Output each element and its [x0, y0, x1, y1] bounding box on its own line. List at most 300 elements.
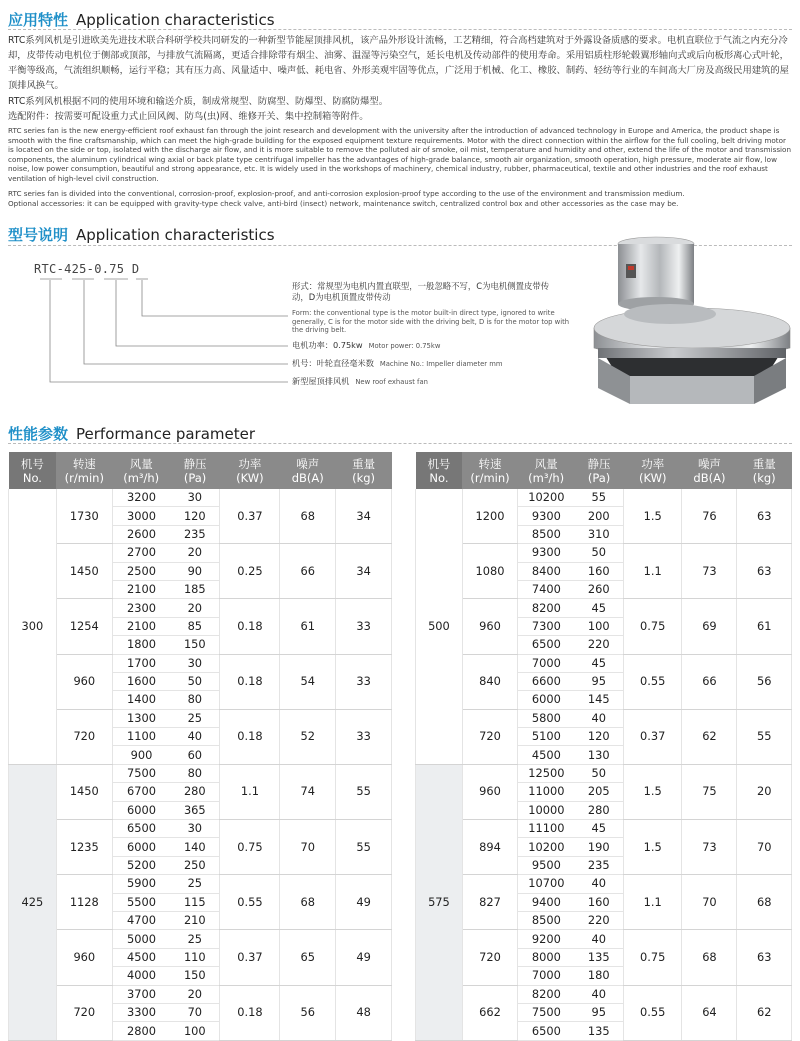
- weight-cell: 70: [737, 820, 792, 875]
- speed-cell: 840: [462, 654, 517, 709]
- table-row: [416, 709, 792, 727]
- airflow-cell: 11100: [518, 820, 575, 838]
- weight-cell: 55: [336, 764, 392, 819]
- airflow-cell: 9200: [518, 930, 575, 948]
- power-label: [292, 340, 440, 352]
- airflow-cell: 8000: [518, 948, 575, 966]
- pressure-cell: 160: [575, 893, 624, 911]
- airflow-cell: 1400: [112, 691, 170, 709]
- power-cell: 1.1: [220, 764, 280, 819]
- airflow-cell: 6500: [112, 820, 170, 838]
- noise-cell: 73: [682, 820, 737, 875]
- pressure-cell: 95: [575, 672, 624, 690]
- pressure-cell: 25: [170, 930, 220, 948]
- pressure-cell: 140: [170, 838, 220, 856]
- power-cell: 0.18: [220, 654, 280, 709]
- header-en: (m³/h): [123, 470, 160, 485]
- machine-leader-line: [84, 280, 288, 364]
- noise-cell: 56: [280, 985, 336, 1040]
- airflow-cell: 9500: [518, 856, 575, 874]
- pressure-cell: 115: [170, 893, 220, 911]
- table-header-cell: [518, 452, 575, 489]
- table-header-cell: [623, 452, 682, 489]
- application-paragraph-cn: RTC系列风机是引进欧美先进技术联合科研学校共同研发的一种新型节能屋顶排风机，该产品外形设计流畅，工艺精细，符合高档建筑对于外露设备质感的要求。电机直联位于气流之内充分冷却，皮带传动电机位于侧部或顶部，与排放气流隔离，更适合排除带有烟尘、油雾、温湿等污染空气，延长电机及传动部件的使用寿命。采用铝质柱形轮毂翼形轴向式或后向板形离心式叶轮，平衡等级高，气流组织顺畅，运行平稳；其有压力高、风量适中、噪声低、耗电省、外形美观牢固等优点，广泛用于机械、化工、橡胶、制药、轻纺等行业的车间高大厂房及高级民用建筑的屋顶排风换气。: [8, 35, 789, 91]
- header-en: dB(A): [693, 470, 726, 485]
- power-cell: 0.25: [220, 544, 280, 599]
- airflow-cell: 7000: [518, 654, 575, 672]
- power-cell: 0.37: [220, 489, 280, 544]
- table-row: [416, 489, 792, 507]
- pressure-cell: 185: [170, 580, 220, 598]
- table-header-cell: [575, 452, 624, 489]
- machine-no-cell: 300: [9, 489, 57, 764]
- application-accessories-en: Optional accessories: it can be equipped with gravity-type check valve, anti-bird (insect) network, maintenance switch, centralized control box and other accessories as the case may be.: [8, 199, 679, 208]
- weight-cell: 48: [336, 985, 392, 1040]
- airflow-cell: 4700: [112, 911, 170, 929]
- header-cn: 机号: [427, 456, 451, 471]
- table-row: [9, 544, 392, 562]
- table-header-row: [9, 452, 392, 489]
- airflow-cell: 1700: [112, 654, 170, 672]
- noise-cell: 61: [280, 599, 336, 654]
- pressure-cell: 40: [575, 930, 624, 948]
- power-cell: 1.1: [623, 544, 682, 599]
- pressure-cell: 30: [170, 489, 220, 507]
- pressure-cell: 135: [575, 948, 624, 966]
- noise-cell: 74: [280, 764, 336, 819]
- airflow-cell: 7000: [518, 967, 575, 985]
- airflow-cell: 5900: [112, 875, 170, 893]
- table-header-cell: [220, 452, 280, 489]
- airflow-cell: 7500: [518, 1003, 575, 1021]
- speed-cell: 1128: [56, 875, 112, 930]
- speed-cell: 960: [56, 930, 112, 985]
- airflow-cell: 4500: [518, 746, 575, 764]
- airflow-cell: 8200: [518, 599, 575, 617]
- airflow-cell: 2100: [112, 617, 170, 635]
- speed-cell: 960: [462, 764, 517, 819]
- model-title-en: Application characteristics: [76, 226, 275, 244]
- table-header-cell: [462, 452, 517, 489]
- pressure-cell: 20: [170, 599, 220, 617]
- machine-no-cell: 500: [416, 489, 463, 764]
- power-cell: 0.75: [220, 820, 280, 875]
- airflow-cell: 2100: [112, 580, 170, 598]
- pressure-cell: 50: [575, 764, 624, 782]
- pressure-cell: 250: [170, 856, 220, 874]
- table-row: [9, 764, 392, 782]
- header-en: (Pa): [183, 470, 207, 485]
- speed-cell: 1730: [56, 489, 112, 544]
- table-row: [416, 985, 792, 1003]
- header-en: No.: [22, 470, 42, 485]
- weight-cell: 49: [336, 875, 392, 930]
- pressure-cell: 150: [170, 636, 220, 654]
- power-cell: 0.18: [220, 709, 280, 764]
- speed-cell: 1450: [56, 544, 112, 599]
- pressure-cell: 90: [170, 562, 220, 580]
- machine-label-cn: 机号：叶轮直径毫米数: [292, 358, 374, 368]
- header-en: (kg): [352, 470, 376, 485]
- table-row: [9, 599, 392, 617]
- airflow-cell: 2300: [112, 599, 170, 617]
- airflow-cell: 8500: [518, 525, 575, 543]
- noise-cell: 62: [682, 709, 737, 764]
- model-code: RTC-425-0.75 D: [34, 262, 140, 276]
- form-label-cn: 形式：常规型为电机内置直联型，一般忽略不写，C为电机侧置皮带传动，D为电机顶置皮带传动: [292, 281, 550, 302]
- noise-cell: 66: [280, 544, 336, 599]
- pressure-cell: 310: [575, 525, 624, 543]
- noise-cell: 70: [280, 820, 336, 875]
- airflow-cell: 6700: [112, 783, 170, 801]
- table-row: [9, 709, 392, 727]
- pressure-cell: 45: [575, 654, 624, 672]
- table-row: [416, 654, 792, 672]
- application-types-en: RTC series fan is divided into the conventional, corrosion-proof, explosion-proof, and anti-corrosion explosion-proof type according to the use of the environment and transmission medium.: [8, 189, 685, 198]
- airflow-cell: 3200: [112, 489, 170, 507]
- power-cell: 0.75: [623, 599, 682, 654]
- pressure-cell: 100: [575, 617, 624, 635]
- noise-cell: 52: [280, 709, 336, 764]
- airflow-cell: 8200: [518, 985, 575, 1003]
- speed-cell: 662: [462, 985, 517, 1040]
- pressure-cell: 130: [575, 746, 624, 764]
- application-title-cn: 应用特性: [8, 11, 69, 29]
- weight-cell: 68: [737, 875, 792, 930]
- weight-cell: 61: [737, 599, 792, 654]
- machine-label: [292, 358, 503, 370]
- airflow-cell: 7400: [518, 580, 575, 598]
- airflow-cell: 5500: [112, 893, 170, 911]
- noise-cell: 64: [682, 985, 737, 1040]
- pressure-cell: 145: [575, 691, 624, 709]
- airflow-cell: 10200: [518, 838, 575, 856]
- noise-cell: 68: [280, 875, 336, 930]
- performance-table-left: [8, 452, 392, 1041]
- power-cell: 1.5: [623, 489, 682, 544]
- airflow-cell: 1300: [112, 709, 170, 727]
- pressure-cell: 85: [170, 617, 220, 635]
- power-cell: 1.5: [623, 820, 682, 875]
- power-cell: 0.55: [220, 875, 280, 930]
- airflow-cell: 4000: [112, 967, 170, 985]
- airflow-cell: 7300: [518, 617, 575, 635]
- weight-cell: 49: [336, 930, 392, 985]
- noise-cell: 75: [682, 764, 737, 819]
- airflow-cell: 7500: [112, 764, 170, 782]
- power-cell: 0.18: [220, 985, 280, 1040]
- weight-cell: 63: [737, 489, 792, 544]
- pressure-cell: 55: [575, 489, 624, 507]
- airflow-cell: 12500: [518, 764, 575, 782]
- weight-cell: 63: [737, 930, 792, 985]
- power-cell: 0.37: [623, 709, 682, 764]
- application-paragraph-en: RTC series fan is the new energy-efficient roof exhaust fan through the joint research and development with the university after the introduction of advanced technology in Europe and America, the product shape is smooth with the fine craftsmanship, which can meet the high-grade building for the exposed equipment texture requirements. Motor with the direct connection within the airflow for the full cooling, belt driving motor is located on the side or top, isolated with the discharge air flow, and it is more suitable to remove the polluted air of smoke, oil mist, temperature and humidity and other, extend the life of the motor and transmission components, the aluminum cylindrical wing axial or back plate type centrifugal impeller has the advantages of high-grade balance, smooth air organization, smooth operation, high pressure, moderate air flow, low noise, low power consumption, beautiful and strong appearance, etc. It is widely used in the workshops of machinery, chemical industry, rubber, pharmaceutical, textile and other industries and the roof exhaust ventilation of high-level civil construction.: [8, 126, 792, 183]
- airflow-cell: 6000: [112, 838, 170, 856]
- header-en: (r/min): [470, 470, 510, 485]
- table-row: [9, 985, 392, 1003]
- power-cell: 0.55: [623, 654, 682, 709]
- airflow-cell: 2500: [112, 562, 170, 580]
- airflow-cell: 3700: [112, 985, 170, 1003]
- noise-cell: 73: [682, 544, 737, 599]
- pressure-cell: 280: [170, 783, 220, 801]
- weight-cell: 55: [737, 709, 792, 764]
- pressure-cell: 120: [575, 728, 624, 746]
- airflow-cell: 5000: [112, 930, 170, 948]
- machine-no-cell: 575: [416, 764, 463, 1040]
- power-cell: 1.5: [623, 764, 682, 819]
- header-cn: 静压: [587, 456, 611, 471]
- performance-title-en: Performance parameter: [76, 425, 256, 443]
- header-cn: 转速: [72, 456, 96, 471]
- pressure-cell: 20: [170, 985, 220, 1003]
- pressure-cell: 210: [170, 911, 220, 929]
- airflow-cell: 8400: [518, 562, 575, 580]
- pressure-cell: 95: [575, 1003, 624, 1021]
- table-header-cell: [56, 452, 112, 489]
- speed-cell: 894: [462, 820, 517, 875]
- airflow-cell: 1600: [112, 672, 170, 690]
- pressure-cell: 235: [575, 856, 624, 874]
- table-header-row: [416, 452, 792, 489]
- speed-cell: 1450: [56, 764, 112, 819]
- application-title-en: Application characteristics: [76, 11, 275, 29]
- table-row: [416, 820, 792, 838]
- header-en: (kg): [752, 470, 776, 485]
- weight-cell: 34: [336, 489, 392, 544]
- airflow-cell: 2700: [112, 544, 170, 562]
- table-header-cell: [682, 452, 737, 489]
- pressure-cell: 120: [170, 507, 220, 525]
- airflow-cell: 6500: [518, 1022, 575, 1040]
- form-label-en: Form: the conventional type is the motor built-in direct type, ignored to write generally, C is for the motor side with the driving belt, D is for the motor top with the driving belt.: [292, 309, 570, 335]
- performance-table-right: [415, 452, 792, 1041]
- table-row: [9, 875, 392, 893]
- header-cn: 重量: [352, 456, 376, 471]
- pressure-cell: 60: [170, 746, 220, 764]
- weight-cell: 34: [336, 544, 392, 599]
- table-header-cell: [280, 452, 336, 489]
- table-row: [9, 930, 392, 948]
- airflow-cell: 9300: [518, 544, 575, 562]
- table-row: [9, 820, 392, 838]
- header-en: (KW): [638, 470, 667, 485]
- speed-cell: 1200: [462, 489, 517, 544]
- airflow-cell: 10000: [518, 801, 575, 819]
- pressure-cell: 50: [575, 544, 624, 562]
- power-label-en: Motor power: 0.75kw: [368, 342, 441, 350]
- airflow-cell: 10200: [518, 489, 575, 507]
- noise-cell: 68: [682, 930, 737, 985]
- weight-cell: 55: [336, 820, 392, 875]
- pressure-cell: 45: [575, 820, 624, 838]
- noise-cell: 68: [280, 489, 336, 544]
- performance-heading: [8, 423, 255, 444]
- pressure-cell: 40: [575, 985, 624, 1003]
- weight-cell: 63: [737, 544, 792, 599]
- airflow-cell: 3000: [112, 507, 170, 525]
- speed-cell: 960: [462, 599, 517, 654]
- weight-cell: 56: [737, 654, 792, 709]
- pressure-cell: 135: [575, 1022, 624, 1040]
- header-cn: 风量: [534, 456, 558, 471]
- header-en: (r/min): [64, 470, 104, 485]
- weight-cell: 33: [336, 709, 392, 764]
- series-label: [292, 376, 428, 388]
- series-label-en: New roof exhaust fan: [355, 378, 428, 386]
- header-en: (m³/h): [528, 470, 565, 485]
- pressure-cell: 110: [170, 948, 220, 966]
- pressure-cell: 190: [575, 838, 624, 856]
- pressure-cell: 50: [170, 672, 220, 690]
- table-row: [9, 654, 392, 672]
- model-title-cn: 型号说明: [8, 226, 69, 244]
- power-cell: 0.75: [623, 930, 682, 985]
- divider: [8, 443, 792, 444]
- pressure-cell: 180: [575, 967, 624, 985]
- airflow-cell: 4500: [112, 948, 170, 966]
- speed-cell: 1254: [56, 599, 112, 654]
- noise-cell: 65: [280, 930, 336, 985]
- header-cn: 机号: [20, 456, 44, 471]
- pressure-cell: 45: [575, 599, 624, 617]
- power-cell: 0.18: [220, 599, 280, 654]
- airflow-cell: 2800: [112, 1022, 170, 1040]
- pressure-cell: 25: [170, 709, 220, 727]
- noise-cell: 76: [682, 489, 737, 544]
- speed-cell: 720: [462, 709, 517, 764]
- power-cell: 1.1: [623, 875, 682, 930]
- power-label-cn: 电机功率：0.75kw: [292, 340, 363, 350]
- airflow-cell: 6000: [112, 801, 170, 819]
- table-header-cell: [112, 452, 170, 489]
- airflow-cell: 2600: [112, 525, 170, 543]
- header-cn: 风量: [129, 456, 153, 471]
- header-cn: 转速: [478, 456, 502, 471]
- weight-cell: 33: [336, 654, 392, 709]
- power-cell: 0.55: [623, 985, 682, 1040]
- pressure-cell: 280: [575, 801, 624, 819]
- pressure-cell: 100: [170, 1022, 220, 1040]
- airflow-cell: 5100: [518, 728, 575, 746]
- pressure-cell: 40: [575, 875, 624, 893]
- pressure-cell: 220: [575, 911, 624, 929]
- speed-cell: 1235: [56, 820, 112, 875]
- table-row: [416, 764, 792, 782]
- pressure-cell: 235: [170, 525, 220, 543]
- pressure-cell: 25: [170, 875, 220, 893]
- series-label-cn: 新型屋顶排风机: [292, 376, 350, 386]
- pressure-cell: 365: [170, 801, 220, 819]
- speed-cell: 720: [462, 930, 517, 985]
- table-header-cell: [737, 452, 792, 489]
- weight-cell: 33: [336, 599, 392, 654]
- pressure-cell: 70: [170, 1003, 220, 1021]
- application-accessories-cn: 选配附件：按需要可配设重力式止回风阀、防鸟(虫)网、维修开关、集中控制箱等附件。: [8, 111, 369, 122]
- noise-cell: 66: [682, 654, 737, 709]
- noise-cell: 70: [682, 875, 737, 930]
- pressure-cell: 205: [575, 783, 624, 801]
- header-en: (KW): [236, 470, 264, 485]
- table-row: [9, 489, 392, 507]
- machine-label-en: Machine No.: Impeller diameter mm: [379, 360, 503, 368]
- series-leader-line: [50, 280, 288, 382]
- table-row: [416, 875, 792, 893]
- pressure-cell: 80: [170, 764, 220, 782]
- airflow-cell: 11000: [518, 783, 575, 801]
- noise-cell: 54: [280, 654, 336, 709]
- pressure-cell: 30: [170, 820, 220, 838]
- table-header-cell: [9, 452, 57, 489]
- header-cn: 噪声: [697, 456, 721, 471]
- airflow-cell: 9400: [518, 893, 575, 911]
- pressure-cell: 30: [170, 654, 220, 672]
- pressure-cell: 40: [170, 728, 220, 746]
- airflow-cell: 1100: [112, 728, 170, 746]
- speed-cell: 960: [56, 654, 112, 709]
- table-header-cell: [336, 452, 392, 489]
- airflow-cell: 5200: [112, 856, 170, 874]
- speed-cell: 827: [462, 875, 517, 930]
- airflow-cell: 6000: [518, 691, 575, 709]
- header-cn: 重量: [752, 456, 776, 471]
- pressure-cell: 160: [575, 562, 624, 580]
- table-header-cell: [170, 452, 220, 489]
- table-header-cell: [416, 452, 463, 489]
- airflow-cell: 6500: [518, 636, 575, 654]
- airflow-cell: 3300: [112, 1003, 170, 1021]
- speed-cell: 1080: [462, 544, 517, 599]
- table-row: [416, 599, 792, 617]
- application-types-cn: RTC系列风机根据不同的使用环境和输送介质，制成常规型、防腐型、防爆型、防腐防爆型。: [8, 96, 388, 107]
- header-cn: 静压: [183, 456, 207, 471]
- power-cell: 0.37: [220, 930, 280, 985]
- pressure-cell: 150: [170, 967, 220, 985]
- pressure-cell: 220: [575, 636, 624, 654]
- airflow-cell: 9300: [518, 507, 575, 525]
- speed-cell: 720: [56, 985, 112, 1040]
- airflow-cell: 10700: [518, 875, 575, 893]
- weight-cell: 62: [737, 985, 792, 1040]
- header-cn: 功率: [238, 456, 262, 471]
- header-cn: 噪声: [296, 456, 320, 471]
- noise-cell: 69: [682, 599, 737, 654]
- form-leader-line: [142, 280, 288, 316]
- airflow-cell: 8500: [518, 911, 575, 929]
- airflow-cell: 1800: [112, 636, 170, 654]
- roof-fan-image: [590, 236, 795, 411]
- pressure-cell: 20: [170, 544, 220, 562]
- header-en: dB(A): [291, 470, 324, 485]
- table-row: [416, 930, 792, 948]
- speed-cell: 720: [56, 709, 112, 764]
- airflow-cell: 900: [112, 746, 170, 764]
- pressure-cell: 80: [170, 691, 220, 709]
- header-cn: 功率: [641, 456, 665, 471]
- airflow-cell: 6600: [518, 672, 575, 690]
- performance-title-cn: 性能参数: [8, 425, 69, 443]
- pressure-cell: 200: [575, 507, 624, 525]
- weight-cell: 20: [737, 764, 792, 819]
- header-en: No.: [429, 470, 449, 485]
- airflow-cell: 5800: [518, 709, 575, 727]
- header-en: (Pa): [587, 470, 611, 485]
- table-row: [416, 544, 792, 562]
- pressure-cell: 260: [575, 580, 624, 598]
- pressure-cell: 40: [575, 709, 624, 727]
- machine-no-cell: 425: [9, 764, 57, 1040]
